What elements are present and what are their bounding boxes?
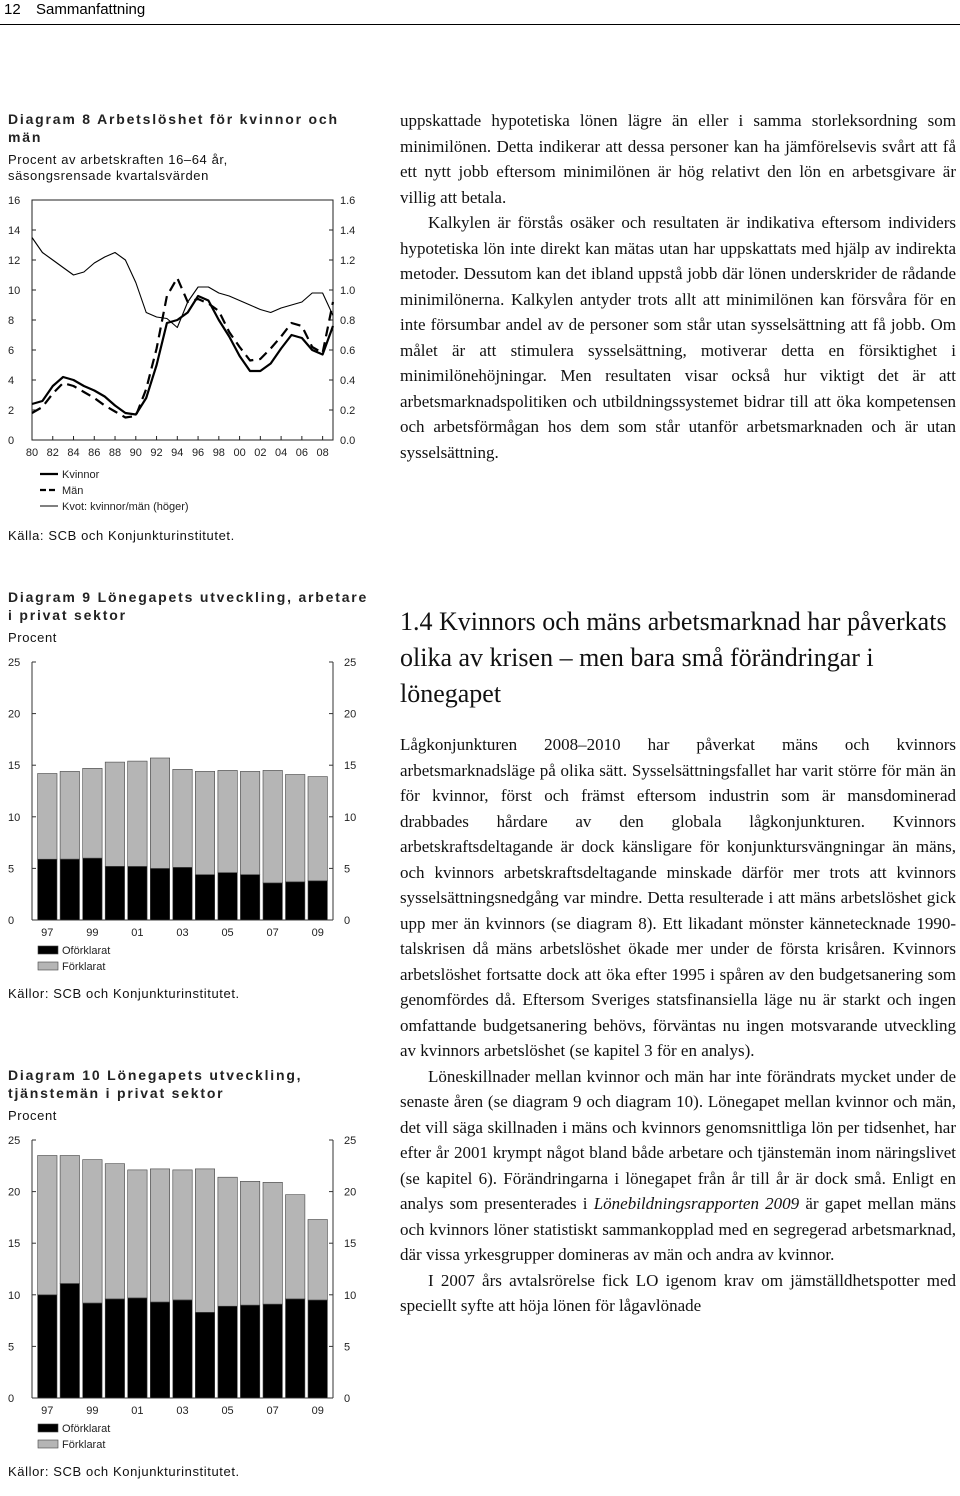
diagram9-subtitle: Procent (8, 630, 58, 645)
diagram9-title: Diagram 9 Lönegapets utveckling, arbetare i privat sektor (8, 589, 369, 623)
diagram8-title: Diagram 8 Arbetslöshet för kvinnor och män (8, 111, 339, 145)
x-tick-label: 07 (266, 927, 279, 939)
bar-oförklarat (128, 1298, 147, 1398)
legend-swatch (38, 946, 58, 954)
bar-förklarat (105, 762, 124, 866)
section-heading: 1.4 Kvinnors och mäns arbetsmarknad har påverkats olika av krisen – men bara små förändringar i lönegapet (400, 607, 947, 708)
diagram10-source: Källor: SCB och Konjunkturinstitutet. (8, 1464, 240, 1479)
x-tick-label: 92 (150, 447, 163, 459)
y-tick-label-left: 2 (8, 405, 15, 417)
y-tick-label-left: 8 (8, 315, 15, 327)
x-tick-label: 03 (176, 1405, 189, 1417)
diagram10-subtitle: Procent (8, 1108, 58, 1123)
legend-label: Kvot: kvinnor/män (höger) (62, 501, 189, 513)
bar-förklarat (83, 1160, 102, 1303)
y-tick-label-left: 25 (8, 657, 21, 669)
bar-oförklarat (105, 1299, 124, 1398)
bar-förklarat (240, 1181, 259, 1305)
bar-oförklarat (150, 1302, 169, 1398)
top-text (400, 108, 956, 465)
bar-oförklarat (308, 1300, 327, 1398)
y-tick-label-left: 20 (8, 1186, 21, 1199)
legend-swatch (38, 1440, 58, 1448)
y-tick-label-left: 10 (8, 1289, 21, 1302)
x-tick-label: 01 (131, 927, 144, 939)
paragraph-part: Löneskillnader mellan kvinnor och män har inte förändrats mycket under de senaste åren (se diagram 9 och diagram 10). Lönegapet mellan kvinnor och män, det vill säga skillnaden i mäns och kvinnors genomsnittliga lön per tidsenhet, har efter år 2001 krympt något bland både arbetare och tjänstemän inom näringslivet (se kapitel 6). Förändringarna i lönegapet från år till år är dock små. Enligt en analys som presenterades i (400, 1066, 956, 1213)
bar-förklarat (128, 761, 147, 866)
y-tick-label-left: 15 (8, 1238, 21, 1251)
bar-oförklarat (83, 1303, 102, 1398)
x-tick-label: 09 (311, 927, 324, 939)
y-tick-label-left: 12 (8, 255, 21, 267)
bar-oförklarat (195, 875, 214, 920)
y-tick-label-left: 0 (8, 915, 15, 927)
diagram9-source: Källor: SCB och Konjunkturinstitutet. (8, 986, 240, 1001)
diagram8-subtitle-2: säsongsrensade kvartalsvärden (8, 168, 209, 183)
y-tick-label-left: 16 (8, 195, 21, 207)
y-tick-label-left: 15 (8, 760, 21, 773)
bar-oförklarat (173, 1300, 192, 1398)
x-tick-label: 05 (221, 1405, 234, 1417)
x-tick-label: 97 (41, 927, 54, 939)
y-tick-label-left: 0 (8, 1393, 15, 1405)
y-tick-label-right: 15 (344, 1238, 357, 1251)
x-tick-label: 06 (295, 447, 308, 459)
bar-förklarat (38, 1156, 57, 1295)
bar-förklarat (263, 770, 282, 883)
page-header (0, 0, 960, 22)
bar-förklarat (263, 1182, 282, 1304)
x-tick-label: 09 (311, 1405, 324, 1417)
bar-oförklarat (263, 883, 282, 920)
bar-förklarat (83, 768, 102, 858)
diagram8-chart (0, 188, 380, 518)
y-tick-label-left: 6 (8, 345, 15, 357)
bar-oförklarat (38, 859, 57, 920)
paragraph: Kalkylen är förstås osäker och resultaten är indikativa eftersom individers hypotetiska lön inte direkt kan mätas utan har uppskattats med hjälp av indirekta metoder. Dessutom kan det ibland uppstå jobb där lönen underskrider de rådande minimilönerna. Kalkylen antyder trots allt att minimilönen kan försvåra för en inte försumbar andel av de personer som står utan sysselsättning att få jobb. Om målet är att stimulera sysselsättning, motiverar detta en försiktighet i minimilönehöjningar. Men resultaten visar också hur viktigt det är att arbetsmarknadspolitiken och utbildningssystemet bidrar till att öka kompetensen och arbetsförmågan hos dem som står utanför arbetsmarknaden och är utan sysselsättning. (400, 213, 956, 462)
legend-label: Kvinnor (62, 469, 100, 481)
x-tick-label: 02 (254, 447, 267, 459)
x-tick-label: 05 (221, 927, 234, 939)
bar-förklarat (218, 1177, 237, 1306)
bar-oförklarat (105, 866, 124, 920)
y-tick-label-right: 25 (344, 657, 357, 669)
bar-oförklarat (60, 859, 79, 920)
y-tick-label-left: 4 (8, 375, 15, 387)
bar-förklarat (195, 1169, 214, 1312)
section-title: Sammanfattning (36, 1, 146, 18)
y-tick-label-right: 0.8 (340, 315, 356, 327)
bar-oförklarat (218, 873, 237, 921)
legend-swatch (38, 1424, 58, 1432)
y-tick-label-right: 1.6 (340, 195, 356, 207)
x-tick-label: 84 (67, 447, 80, 459)
y-tick-label-left: 10 (8, 285, 21, 297)
bar-förklarat (286, 775, 305, 882)
bar-oförklarat (128, 866, 147, 920)
bar-oförklarat (195, 1312, 214, 1398)
x-tick-label: 94 (171, 447, 184, 459)
y-tick-label-right: 15 (344, 760, 357, 773)
y-tick-label-right: 10 (344, 811, 357, 824)
y-tick-label-right: 0.6 (340, 345, 356, 357)
legend-label: Män (62, 485, 84, 497)
x-tick-label: 80 (25, 447, 39, 459)
y-tick-label-right: 20 (344, 708, 357, 721)
y-tick-label-right: 20 (344, 1186, 357, 1199)
x-tick-label: 88 (108, 447, 122, 459)
diagram8-subtitle-1: Procent av arbetskraften 16–64 år, (8, 152, 228, 167)
x-tick-label: 08 (316, 447, 329, 459)
diagram9-chart (0, 650, 380, 980)
bar-oförklarat (38, 1295, 57, 1398)
y-tick-label-right: 0.0 (340, 435, 356, 447)
bar-förklarat (38, 774, 57, 860)
x-tick-label: 03 (176, 927, 189, 939)
plot-frame (32, 200, 333, 440)
x-tick-label: 96 (191, 447, 205, 459)
bar-förklarat (195, 771, 214, 874)
y-tick-label-right: 10 (344, 1289, 357, 1302)
y-tick-label-left: 0 (8, 435, 15, 447)
bar-oförklarat (286, 882, 305, 920)
x-tick-label: 97 (41, 1405, 54, 1417)
legend-label: Förklarat (62, 1439, 106, 1451)
series-line-1 (32, 278, 333, 418)
bar-oförklarat (308, 881, 327, 920)
x-tick-label: 00 (233, 447, 246, 459)
report-title: Lönebildningsrapporten 2009 (593, 1194, 800, 1213)
bar-förklarat (173, 1170, 192, 1300)
y-tick-label-right: 0 (344, 1393, 351, 1405)
bar-förklarat (308, 777, 327, 881)
y-tick-label-right: 0.2 (340, 405, 356, 417)
bar-oförklarat (240, 1305, 259, 1398)
bar-förklarat (240, 771, 259, 874)
x-tick-label: 86 (88, 447, 101, 459)
bar-oförklarat (60, 1283, 79, 1398)
x-tick-label: 99 (86, 927, 99, 939)
bar-förklarat (105, 1164, 124, 1299)
x-tick-label: 99 (86, 1405, 99, 1417)
y-tick-label-right: 25 (344, 1135, 357, 1147)
x-tick-label: 01 (131, 1405, 144, 1417)
y-tick-label-left: 10 (8, 811, 21, 824)
bar-förklarat (150, 1169, 169, 1302)
diagram10-title: Diagram 10 Lönegapets utveckling, tjänstemän i privat sektor (8, 1067, 303, 1101)
y-tick-label-right: 5 (344, 1341, 351, 1354)
y-tick-label-right: 1.4 (340, 225, 356, 237)
y-tick-label-left: 5 (8, 863, 15, 876)
y-tick-label-right: 0.4 (340, 375, 356, 387)
y-tick-label-right: 5 (344, 863, 351, 876)
paragraph: Lågkonjunkturen 2008–2010 har påverkat mäns och kvinnors arbetsmarknadsläge på olika sätt. Sysselsättningsfallet har varit större för män än för kvinnor, först och främst eftersom industrin som är mansdominerad drabbades hårdare av den globala lågkonjunkturen. Kvinnors arbetskraftsdeltagande är dock känsligare för konjunktursvängningar än mäns, och kvinnors arbetskraftsdeltagande minskade därför mer trots att kvinnors sysselsättningsnedgång var mindre. Detta resulterade i att mäns arbetslöshet gick upp mer än kvinnors (se diagram 8). Ett likadant mönster kännetecknade 1990-talskrisen då mäns arbetslöshet ökade mer under de första krisåren. Kvinnors arbetslöshet fortsatte dock att öka efter 1995 i spåren av den budgetsanering som genomfördes då. Eftersom Sveriges statsfinansiella läge nu är starkt och ingen omfattande budgetsanering behövs, förväntas nu ingen motsvarande utveckling av kvinnors arbetslöshet (se kapitel 3 för en analys). (400, 735, 956, 1060)
page-number: 12 (4, 1, 21, 18)
bar-förklarat (286, 1195, 305, 1299)
bar-oförklarat (83, 858, 102, 920)
legend-label: Förklarat (62, 961, 106, 973)
legend-label: Oförklarat (62, 1423, 111, 1435)
header-rule (0, 24, 960, 25)
diagram10-chart (0, 1128, 380, 1458)
bar-förklarat (150, 758, 169, 868)
y-tick-label-right: 0 (344, 915, 351, 927)
y-tick-label-right: 1.2 (340, 255, 356, 267)
y-tick-label-left: 25 (8, 1135, 21, 1147)
y-tick-label-left: 14 (8, 225, 21, 237)
bar-oförklarat (240, 875, 259, 920)
bar-förklarat (173, 769, 192, 867)
diagram8-source: Källa: SCB och Konjunkturinstitutet. (8, 528, 235, 543)
bar-oförklarat (218, 1306, 237, 1398)
bar-förklarat (308, 1220, 327, 1301)
legend-swatch (38, 962, 58, 970)
bar-oförklarat (173, 867, 192, 920)
paragraph: uppskattade hypotetiska lönen lägre än eller i samma storleksordning som minimilönen. Detta indikerar att dessa personer kan ha jämförelsevis svårt att få ett nytt jobb eftersom minimilönen är hög relativt den lön en arbetsgivare är villig att betala. (400, 111, 956, 207)
bar-oförklarat (150, 868, 169, 920)
x-tick-label: 90 (129, 447, 142, 459)
paragraph: I 2007 års avtalsrörelse fick LO igenom krav om jämställdhetspotter med speciellt syfte att höja lönen för lågavlönade (400, 1270, 956, 1315)
legend-label: Oförklarat (62, 945, 111, 957)
y-tick-label-right: 1.0 (340, 285, 356, 297)
bar-förklarat (60, 771, 79, 859)
bar-oförklarat (286, 1299, 305, 1398)
y-tick-label-left: 5 (8, 1341, 15, 1354)
paragraph-part: är gapet mellan mäns och kvinnors löner statistiskt sammankopplad med en segregerad arbetsmarknad, där vissa yrkesgrupper domineras av män och andra av kvinnor. (400, 1194, 957, 1264)
x-tick-label: 04 (274, 447, 288, 459)
series-line-2 (32, 238, 333, 328)
x-tick-label: 07 (266, 1405, 279, 1417)
y-tick-label-left: 20 (8, 708, 21, 721)
bar-förklarat (218, 770, 237, 872)
x-tick-label: 82 (46, 447, 59, 459)
body-text (400, 732, 956, 1319)
bar-förklarat (60, 1156, 79, 1284)
bar-förklarat (128, 1170, 147, 1298)
bar-oförklarat (263, 1304, 282, 1398)
paragraph (400, 1064, 956, 1268)
x-tick-label: 98 (212, 447, 225, 459)
